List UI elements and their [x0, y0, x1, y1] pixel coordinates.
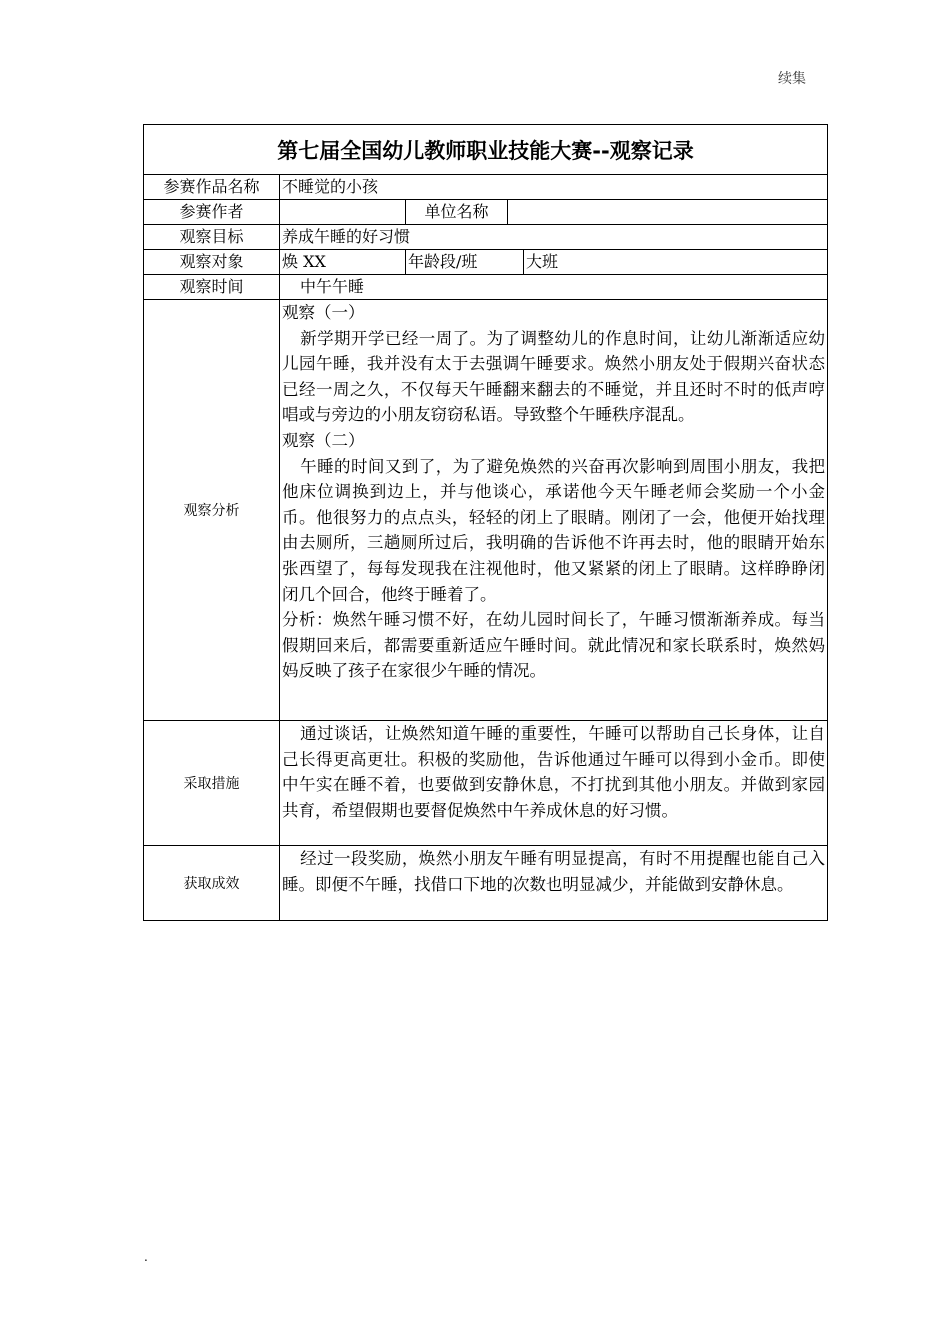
author-label: 参赛作者	[144, 200, 280, 225]
unit-name-value	[508, 200, 828, 225]
goal-value: 养成午睡的好习惯	[280, 225, 828, 250]
time-value: 中午午睡	[280, 275, 828, 300]
goal-label: 观察目标	[144, 225, 280, 250]
age-class-label: 年龄段/班	[406, 250, 524, 275]
measures-content	[280, 721, 828, 846]
measures-label: 采取措施	[144, 721, 280, 846]
observation-record-table	[143, 124, 828, 921]
record-title: 第七届全国幼儿教师职业技能大赛--观察记录	[144, 125, 828, 175]
analysis-content	[280, 300, 828, 721]
page-dot: .	[144, 1250, 148, 1264]
subject-value: 焕 XX	[280, 250, 406, 275]
header-note: 续集	[778, 71, 806, 87]
results-text: 经过一段奖励，焕然小朋友午睡有明显提高，有时不用提醒也能自己入睡。即便不午睡，找借口下地的次数也明显减少，并能做到安静休息。	[282, 849, 826, 894]
analysis-summary: 分析：焕然午睡习惯不好，在幼儿园时间长了，午睡习惯渐渐养成。每当假期回来后，都需要重新适应午睡时间。就此情况和家长联系时，焕然妈妈反映了孩子在家很少午睡的情况。	[282, 610, 826, 681]
results-label: 获取成效	[144, 846, 280, 921]
results-content	[280, 846, 828, 921]
analysis-label: 观察分析	[144, 300, 280, 721]
subject-label: 观察对象	[144, 250, 280, 275]
age-class-value: 大班	[524, 250, 828, 275]
author-value	[280, 200, 406, 225]
obs1-title: 观察（一）	[282, 303, 365, 322]
work-name-label: 参赛作品名称	[144, 175, 280, 200]
obs2-title: 观察（二）	[282, 430, 365, 450]
measures-text: 通过谈话，让焕然知道午睡的重要性，午睡可以帮助自己长身体，让自己长得更高更壮。积极的奖励他，告诉他通过午睡可以得到小金币。即使中午实在睡不着，也要做到安静休息，不打扰到其他小朋友。并做到家园共育，希望假期也要督促焕然中午养成休息的好习惯。	[282, 724, 826, 820]
work-name-value: 不睡觉的小孩	[280, 175, 828, 200]
unit-name-label: 单位名称	[406, 200, 508, 225]
obs2-text: 午睡的时间又到了，为了避免焕然的兴奋再次影响到周围小朋友，我把他床位调换到边上，并与他谈心，承诺他今天午睡老师会奖励一个小金币。他很努力的点点头，轻轻的闭上了眼睛。刚闭了一会，他便开始找理由去厕所，三趟厕所过后，我明确的告诉他不许再去时，他的眼睛开始东张西望了，每每发现我在注视他时，他又紧紧的闭上了眼睛。这样睁睁闭闭几个回合，他终于睡着了。	[282, 456, 826, 604]
time-label: 观察时间	[144, 275, 280, 300]
obs1-text: 新学期开学已经一周了。为了调整幼儿的作息时间，让幼儿渐渐适应幼儿园午睡，我并没有太于去强调午睡要求。焕然小朋友处于假期兴奋状态已经一周之久，不仅每天午睡翻来翻去的不睡觉，并且还时不时的低声哼唱或与旁边的小朋友窃窃私语。导致整个午睡秩序混乱。	[282, 328, 826, 425]
